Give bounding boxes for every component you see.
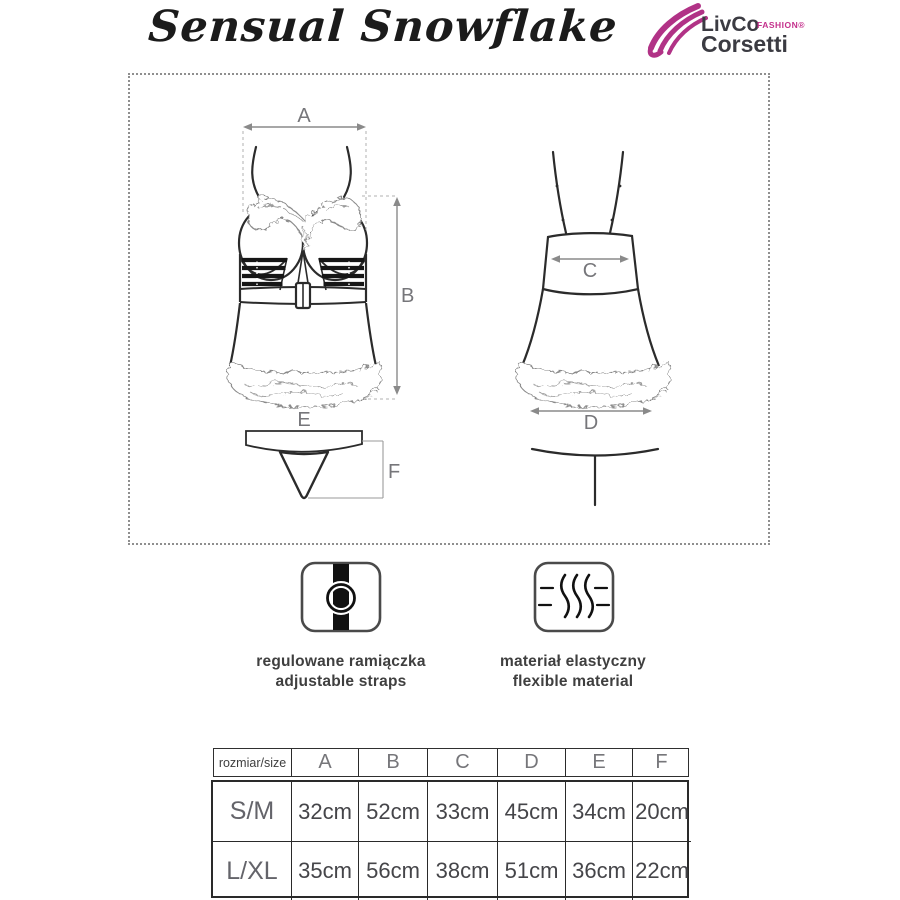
size-table-header [213, 748, 689, 777]
logo-name-top: LivCo [701, 13, 760, 36]
dim-label-d: D [583, 412, 599, 434]
size-table-column-b: B [358, 749, 427, 776]
feature-caption-material [462, 652, 684, 692]
garment-measurement-diagram [128, 73, 770, 545]
table-cell: 32cm [291, 782, 358, 841]
page-title: Sensual Snowflake [146, 2, 620, 52]
size-table-corner-label: rozmiar/size [218, 755, 287, 770]
feature-caption-straps-line1: regulowane ramiączka [256, 653, 426, 670]
panty-front-drawing [246, 431, 383, 498]
table-cell: 22cm [632, 841, 691, 900]
size-table-column-a: A [291, 749, 358, 776]
adjustable-strap-icon [300, 561, 382, 633]
feature-caption-material-line2: flexible material [512, 673, 634, 690]
table-cell: 38cm [427, 841, 497, 900]
size-row-label: L/XL [213, 841, 291, 900]
table-cell: 52cm [358, 782, 427, 841]
table-cell: 20cm [632, 782, 691, 841]
brand-logo [640, 2, 820, 60]
logo-name-bottom: Corsetti [701, 31, 788, 57]
table-cell: 33cm [427, 782, 497, 841]
logo-ribbon-icon [650, 6, 706, 55]
feature-caption-straps [230, 652, 452, 692]
table-cell: 56cm [358, 841, 427, 900]
size-table-column-f: F [632, 749, 690, 776]
feature-caption-material-line1: materiał elastyczny [500, 653, 646, 670]
size-table-column-e: E [565, 749, 632, 776]
table-cell: 35cm [291, 841, 358, 900]
table-cell: 36cm [565, 841, 632, 900]
logo-fashion-label: FASHION® [757, 20, 806, 30]
feature-caption-straps-line2: adjustable straps [275, 673, 407, 690]
dim-label-c: C [582, 260, 598, 282]
size-row-label: S/M [229, 797, 275, 825]
dim-label-e: E [297, 409, 311, 431]
dim-label-a: A [297, 105, 311, 127]
fur-hem-front [226, 360, 380, 406]
size-table-body [211, 780, 689, 898]
table-cell: 45cm [497, 782, 565, 841]
flexible-material-icon [533, 561, 615, 633]
panty-back-drawing [532, 449, 658, 505]
table-cell: 51cm [497, 841, 565, 900]
size-table-column-c: C [427, 749, 497, 776]
table-cell: 34cm [565, 782, 632, 841]
dim-label-f: F [388, 461, 401, 483]
fur-hem-back [515, 360, 669, 406]
dim-label-b: B [401, 285, 415, 307]
size-table-column-d: D [497, 749, 565, 776]
front-view-drawing [226, 147, 380, 406]
